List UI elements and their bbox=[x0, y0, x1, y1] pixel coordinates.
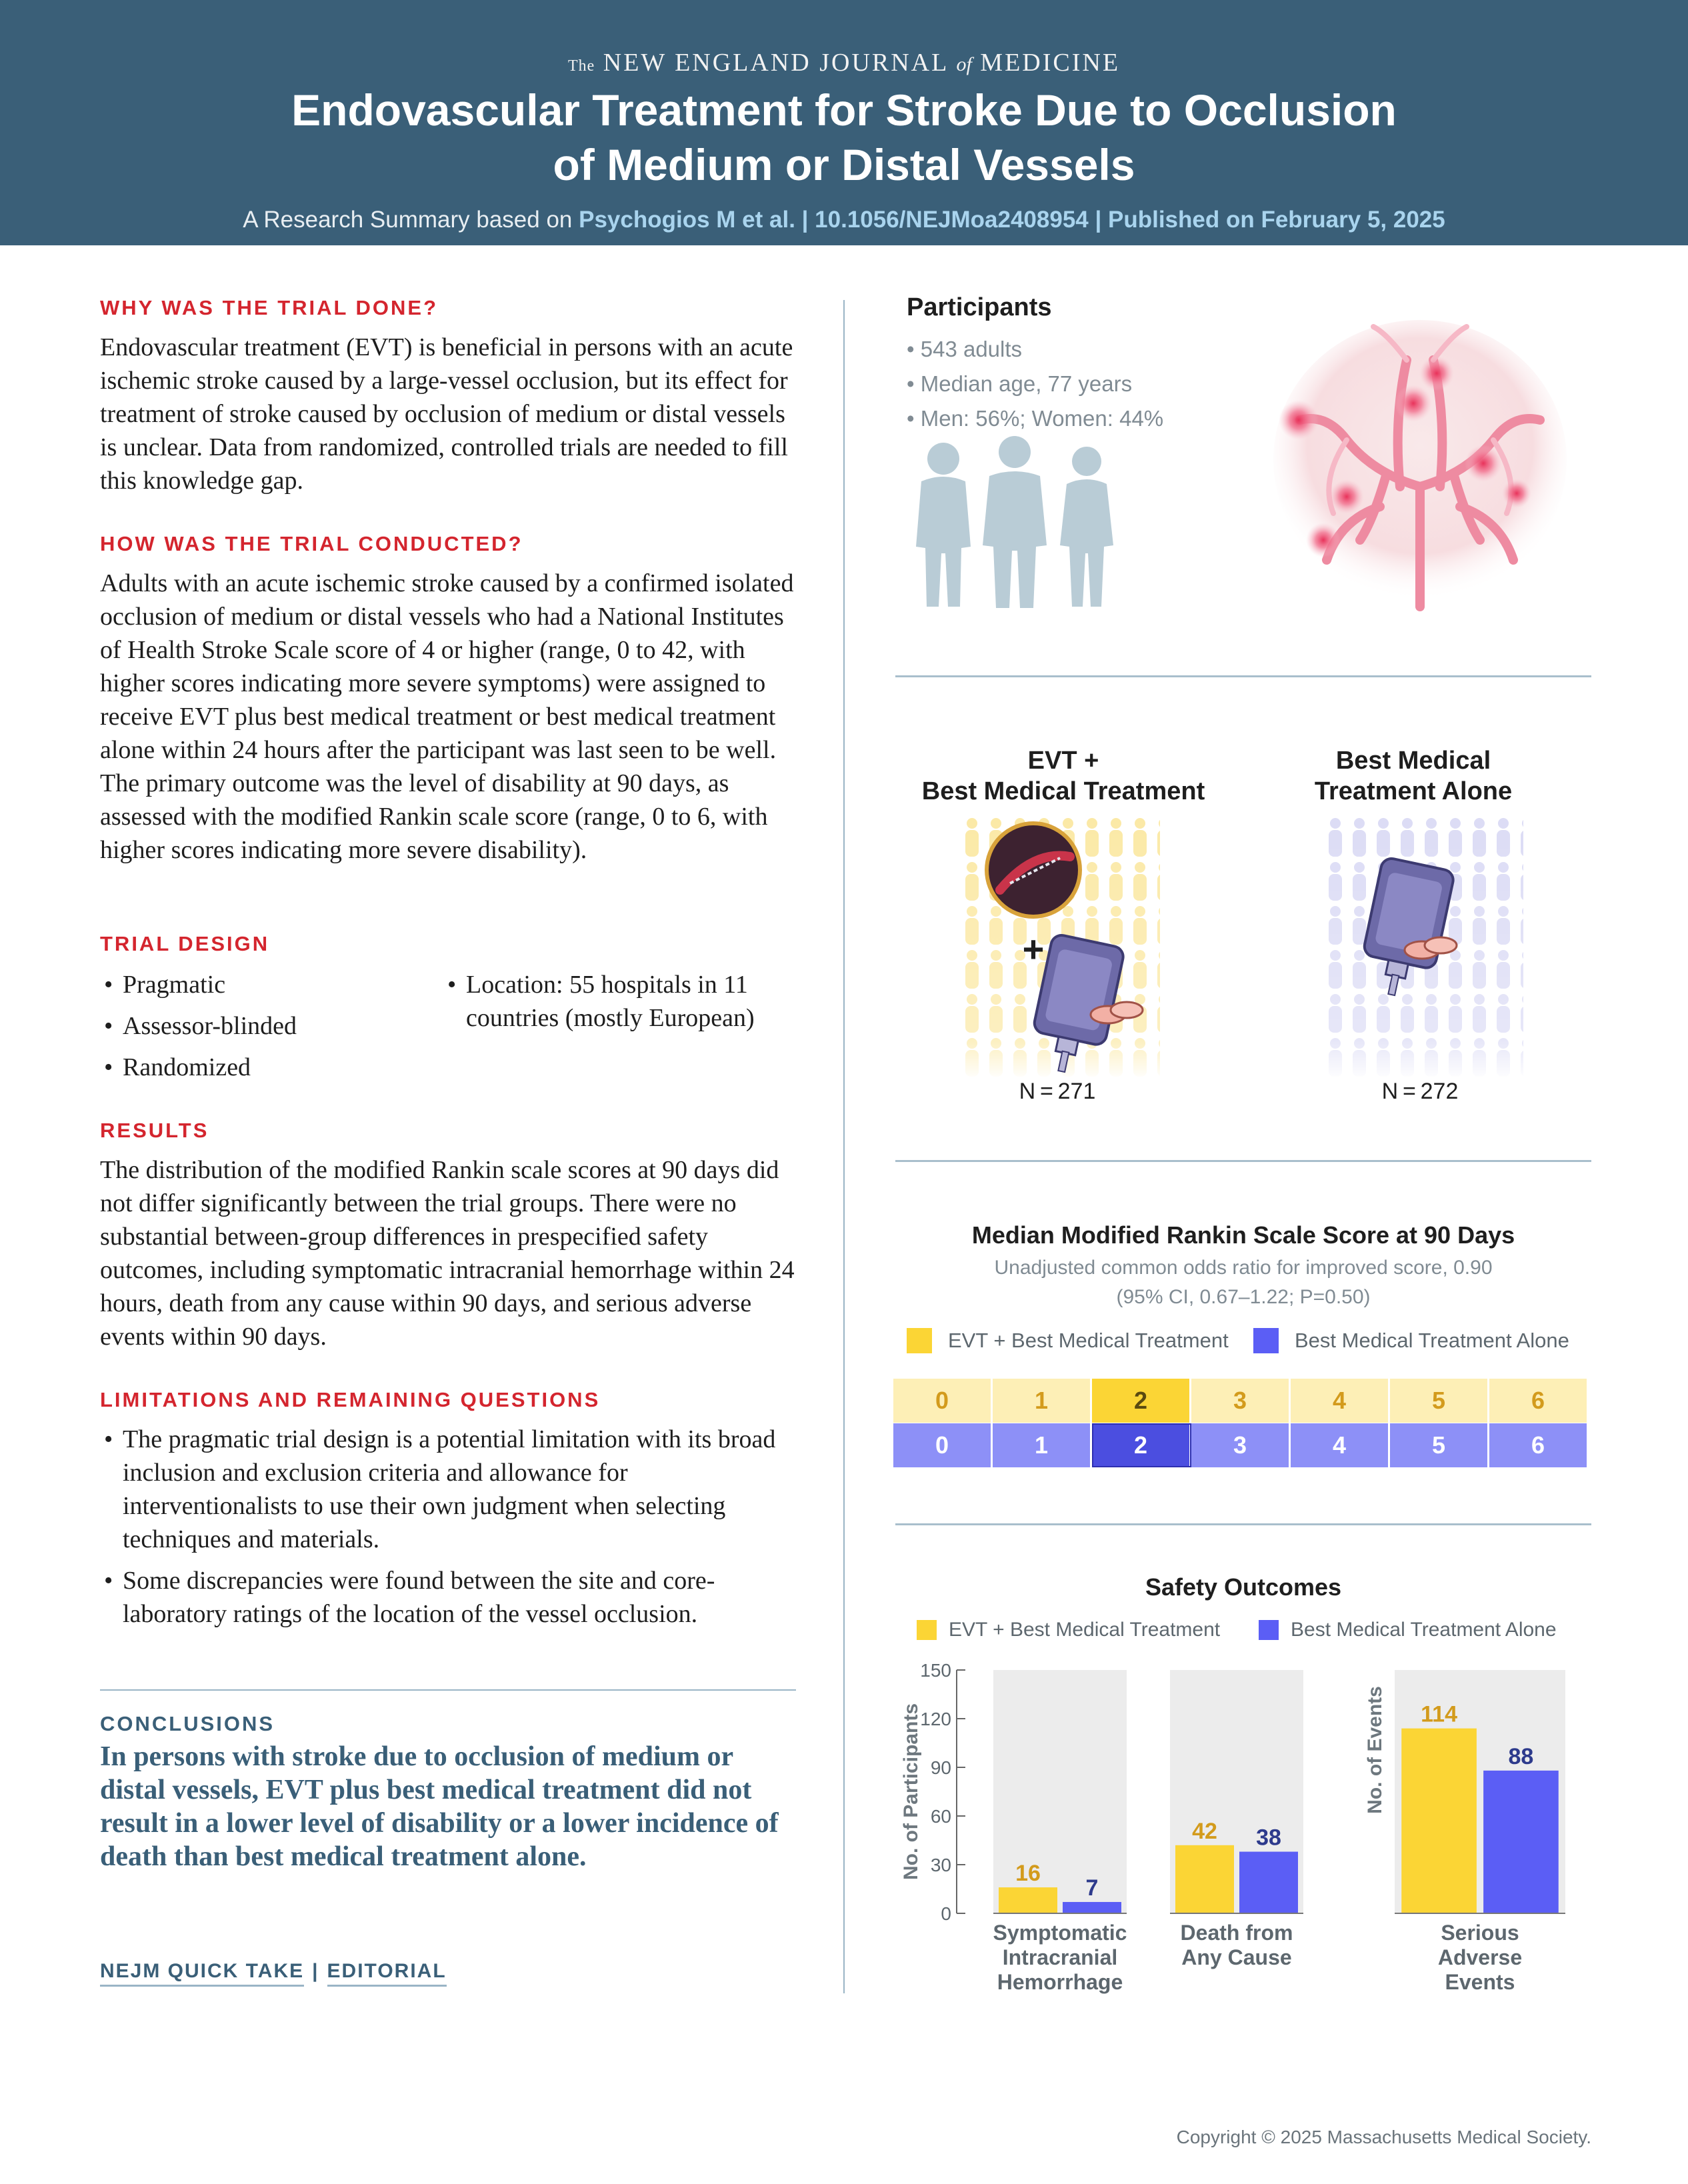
journal-name-a: NEW ENGLAND JOURNAL bbox=[603, 49, 948, 77]
legend-label: Best Medical Treatment Alone bbox=[1291, 1619, 1557, 1641]
people-silhouettes-icon bbox=[907, 433, 1127, 620]
category-label: Any Cause bbox=[1181, 1945, 1292, 1969]
citation-link[interactable]: Psychogios M et al. | 10.1056/NEJMoa2408954 | Published on February 5, 2025 bbox=[579, 207, 1445, 233]
how-heading: HOW WAS THE TRIAL CONDUCTED? bbox=[100, 532, 523, 555]
mrs-cell: 0 bbox=[893, 1423, 993, 1467]
title-line-2: of Medium or Distal Vessels bbox=[553, 140, 1135, 189]
section-divider bbox=[895, 1160, 1591, 1162]
why-text: Endovascular treatment (EVT) is beneficial in persons with an acute ischemic stroke caused by a large-vessel occlusion, but its effect for treatment of stroke caused by occlusion of medium or distal vessels is unclear. Data from randomized, controlled trials are needed to fill this knowledge gap. bbox=[100, 333, 793, 495]
bmt-n-label: N = 272 bbox=[1381, 1079, 1459, 1104]
section-divider bbox=[895, 675, 1591, 677]
bar bbox=[1483, 1771, 1559, 1913]
evt-arm-label bbox=[903, 745, 1223, 807]
legend-label: EVT + Best Medical Treatment bbox=[948, 1329, 1229, 1352]
evt-arm-illustration bbox=[960, 817, 1160, 1080]
design-heading: TRIAL DESIGN bbox=[100, 932, 270, 955]
category-label: Adverse bbox=[1437, 1945, 1523, 1969]
section-divider bbox=[895, 1523, 1591, 1525]
category-label: Intracranial bbox=[1002, 1945, 1118, 1969]
bmt-arm-label bbox=[1253, 745, 1573, 807]
y-tick-label: 60 bbox=[930, 1806, 951, 1827]
title-line-1: Endovascular Treatment for Stroke Due to Occlusion bbox=[291, 85, 1397, 135]
citation-line bbox=[0, 207, 1688, 233]
design-item: • Assessor-blinded bbox=[100, 1009, 420, 1043]
safety-title: Safety Outcomes bbox=[1145, 1573, 1342, 1601]
participant-item: • Median age, 77 years bbox=[907, 367, 1163, 401]
participants-title: Participants bbox=[907, 293, 1052, 321]
mrs-cell: 4 bbox=[1291, 1379, 1390, 1423]
editorial-link[interactable]: EDITORIAL bbox=[327, 1960, 447, 1987]
results-text: The distribution of the modified Rankin scale scores at 90 days did not differ significantly between the trial groups. There were no substantial between-group differences in prespecified safety outcomes, including symptomatic intracranial hemorrhage within 24 hours, death from any cause within 90 days, and serious adverse events within 90 days. bbox=[100, 1156, 795, 1351]
mrs-cell: 3 bbox=[1191, 1423, 1291, 1467]
how-text: Adults with an acute ischemic stroke caused by a confirmed isolated occlusion of medium or distal vessels who had a National Institutes of Health Stroke Scale score of 4 or higher (range, 0 to 42, with higher scores indicating more severe symptoms) were assigned to receive EVT plus best medical treatment or best medical treatment alone within 24 hours after the participant was last seen to be well. The primary outcome was the level of disability at 90 days, as assessed with the modified Rankin scale score (range, 0 to 6, with higher scores indicating more severe disability). bbox=[100, 569, 794, 864]
bar bbox=[1239, 1852, 1298, 1913]
mrs-cell: 6 bbox=[1489, 1379, 1587, 1423]
mrs-cell: 5 bbox=[1390, 1423, 1489, 1467]
mrs-subtitle-line-1: Unadjusted common odds ratio for improved score, 0.90 bbox=[994, 1257, 1493, 1279]
column-divider bbox=[843, 300, 845, 1993]
citation-prefix: A Research Summary based on bbox=[243, 207, 579, 233]
mrs-cell-median: 2 bbox=[1092, 1379, 1191, 1423]
bmt-arm-line-1: Best Medical bbox=[1335, 747, 1491, 775]
bar-value-label: 16 bbox=[1015, 1861, 1041, 1887]
bar-value-label: 42 bbox=[1192, 1818, 1217, 1844]
category-label: Death from bbox=[1180, 1921, 1293, 1945]
evt-arm-line-1: EVT + bbox=[1027, 747, 1099, 775]
copyright: Copyright © 2025 Massachusetts Medical Society. bbox=[1176, 2127, 1591, 2147]
quick-take-link[interactable]: NEJM QUICK TAKE bbox=[100, 1960, 304, 1987]
y-tick-label: 120 bbox=[920, 1709, 951, 1729]
safety-outcomes-chart bbox=[893, 1650, 1600, 2010]
section-divider bbox=[100, 1689, 796, 1691]
design-item: • Pragmatic bbox=[100, 968, 420, 1001]
related-links bbox=[100, 1960, 447, 1983]
category-label: Hemorrhage bbox=[997, 1970, 1123, 1994]
journal-the: The bbox=[567, 57, 595, 75]
conclusions-heading: CONCLUSIONS bbox=[100, 1712, 275, 1735]
legend-swatch-blue bbox=[1253, 1328, 1279, 1353]
design-item: • Randomized bbox=[100, 1051, 420, 1084]
bar bbox=[999, 1887, 1057, 1913]
mrs-subtitle-line-2: (95% CI, 0.67–1.22; P=0.50) bbox=[1116, 1286, 1371, 1308]
mrs-subtitle bbox=[895, 1253, 1591, 1312]
results-heading: RESULTS bbox=[100, 1119, 209, 1142]
brain-vessels-icon bbox=[1267, 320, 1573, 613]
safety-legend-evt bbox=[917, 1619, 1220, 1641]
limitation-item: • The pragmatic trial design is a potential limitation with its broad inclusion and exclusion criteria and allowance for interventionalists to use their own judgment when selecting techniques and materials. bbox=[100, 1423, 800, 1556]
mrs-cell-median: 2 bbox=[1092, 1423, 1191, 1467]
participant-item: • 543 adults bbox=[907, 332, 1163, 367]
legend-label: EVT + Best Medical Treatment bbox=[949, 1619, 1221, 1641]
bar-value-label: 114 bbox=[1421, 1701, 1457, 1727]
legend-swatch-blue bbox=[1259, 1620, 1279, 1640]
link-separator: | bbox=[312, 1960, 319, 1982]
bar-value-label: 38 bbox=[1256, 1825, 1281, 1851]
mrs-cell: 3 bbox=[1191, 1379, 1291, 1423]
legend-label: Best Medical Treatment Alone bbox=[1295, 1329, 1569, 1352]
mrs-cell: 5 bbox=[1390, 1379, 1489, 1423]
journal-name-b: MEDICINE bbox=[980, 49, 1121, 77]
mrs-legend-bmt bbox=[1253, 1328, 1569, 1353]
legend-swatch-yellow bbox=[907, 1328, 932, 1353]
category-label: Symptomatic bbox=[993, 1921, 1127, 1945]
journal-of: of bbox=[956, 53, 972, 75]
journal-name bbox=[0, 48, 1688, 77]
bar-value-label: 7 bbox=[1085, 1875, 1099, 1901]
participants-list bbox=[907, 332, 1163, 436]
y-tick-label: 90 bbox=[930, 1757, 951, 1778]
category-label: Serious bbox=[1441, 1921, 1519, 1945]
conclusions-text: In persons with stroke due to occlusion of medium or distal vessels, EVT plus best medical treatment did not result in a lower level of disability or a lower incidence of death than best medical treatment alone. bbox=[100, 1741, 779, 1872]
mrs-cell: 0 bbox=[893, 1379, 993, 1423]
category-label: Events bbox=[1445, 1970, 1515, 1994]
y-axis-label: No. of Participants bbox=[900, 1703, 922, 1881]
design-item: • Location: 55 hospitals in 11 countries (mostly European) bbox=[443, 968, 757, 1035]
bar bbox=[1175, 1845, 1234, 1913]
y-axis-label-events: No. of Events bbox=[1364, 1686, 1386, 1814]
mrs-cell: 1 bbox=[993, 1379, 1092, 1423]
evt-arm-line-2: Best Medical Treatment bbox=[921, 777, 1205, 805]
thrombectomy-icon bbox=[987, 823, 1080, 917]
legend-swatch-yellow bbox=[917, 1620, 937, 1640]
why-heading: WHY WAS THE TRIAL DONE? bbox=[100, 296, 439, 319]
header-banner bbox=[0, 0, 1688, 245]
design-list-left bbox=[100, 968, 420, 1092]
bar bbox=[1063, 1902, 1121, 1913]
mrs-row-evt bbox=[893, 1379, 1587, 1423]
safety-legend-bmt bbox=[1259, 1619, 1557, 1641]
y-tick-label: 150 bbox=[920, 1660, 951, 1681]
design-list-right bbox=[443, 968, 757, 1043]
bmt-arm-line-2: Treatment Alone bbox=[1314, 777, 1513, 805]
mrs-cell: 6 bbox=[1489, 1423, 1587, 1467]
y-tick-label: 30 bbox=[930, 1855, 951, 1875]
page-title bbox=[0, 83, 1688, 192]
y-tick-label: 0 bbox=[941, 1903, 951, 1924]
limitations-heading: LIMITATIONS AND REMAINING QUESTIONS bbox=[100, 1388, 601, 1411]
plus-sign: + bbox=[1022, 928, 1045, 970]
bar-value-label: 88 bbox=[1508, 1743, 1534, 1769]
bmt-arm-illustration bbox=[1323, 817, 1523, 1080]
mrs-legend-evt bbox=[907, 1328, 1229, 1353]
participant-item: • Men: 56%; Women: 44% bbox=[907, 401, 1163, 436]
bar bbox=[1401, 1729, 1477, 1913]
mrs-row-bmt bbox=[893, 1423, 1587, 1467]
mrs-cell: 1 bbox=[993, 1423, 1092, 1467]
limitations-list bbox=[100, 1423, 800, 1639]
mrs-cell: 4 bbox=[1291, 1423, 1390, 1467]
mrs-title: Median Modified Rankin Scale Score at 90 Days bbox=[971, 1221, 1515, 1249]
limitation-item: • Some discrepancies were found between the site and core-laboratory ratings of the location of the vessel occlusion. bbox=[100, 1564, 800, 1631]
chart-panel-bg bbox=[993, 1670, 1127, 1913]
evt-n-label: N = 271 bbox=[1019, 1079, 1096, 1104]
